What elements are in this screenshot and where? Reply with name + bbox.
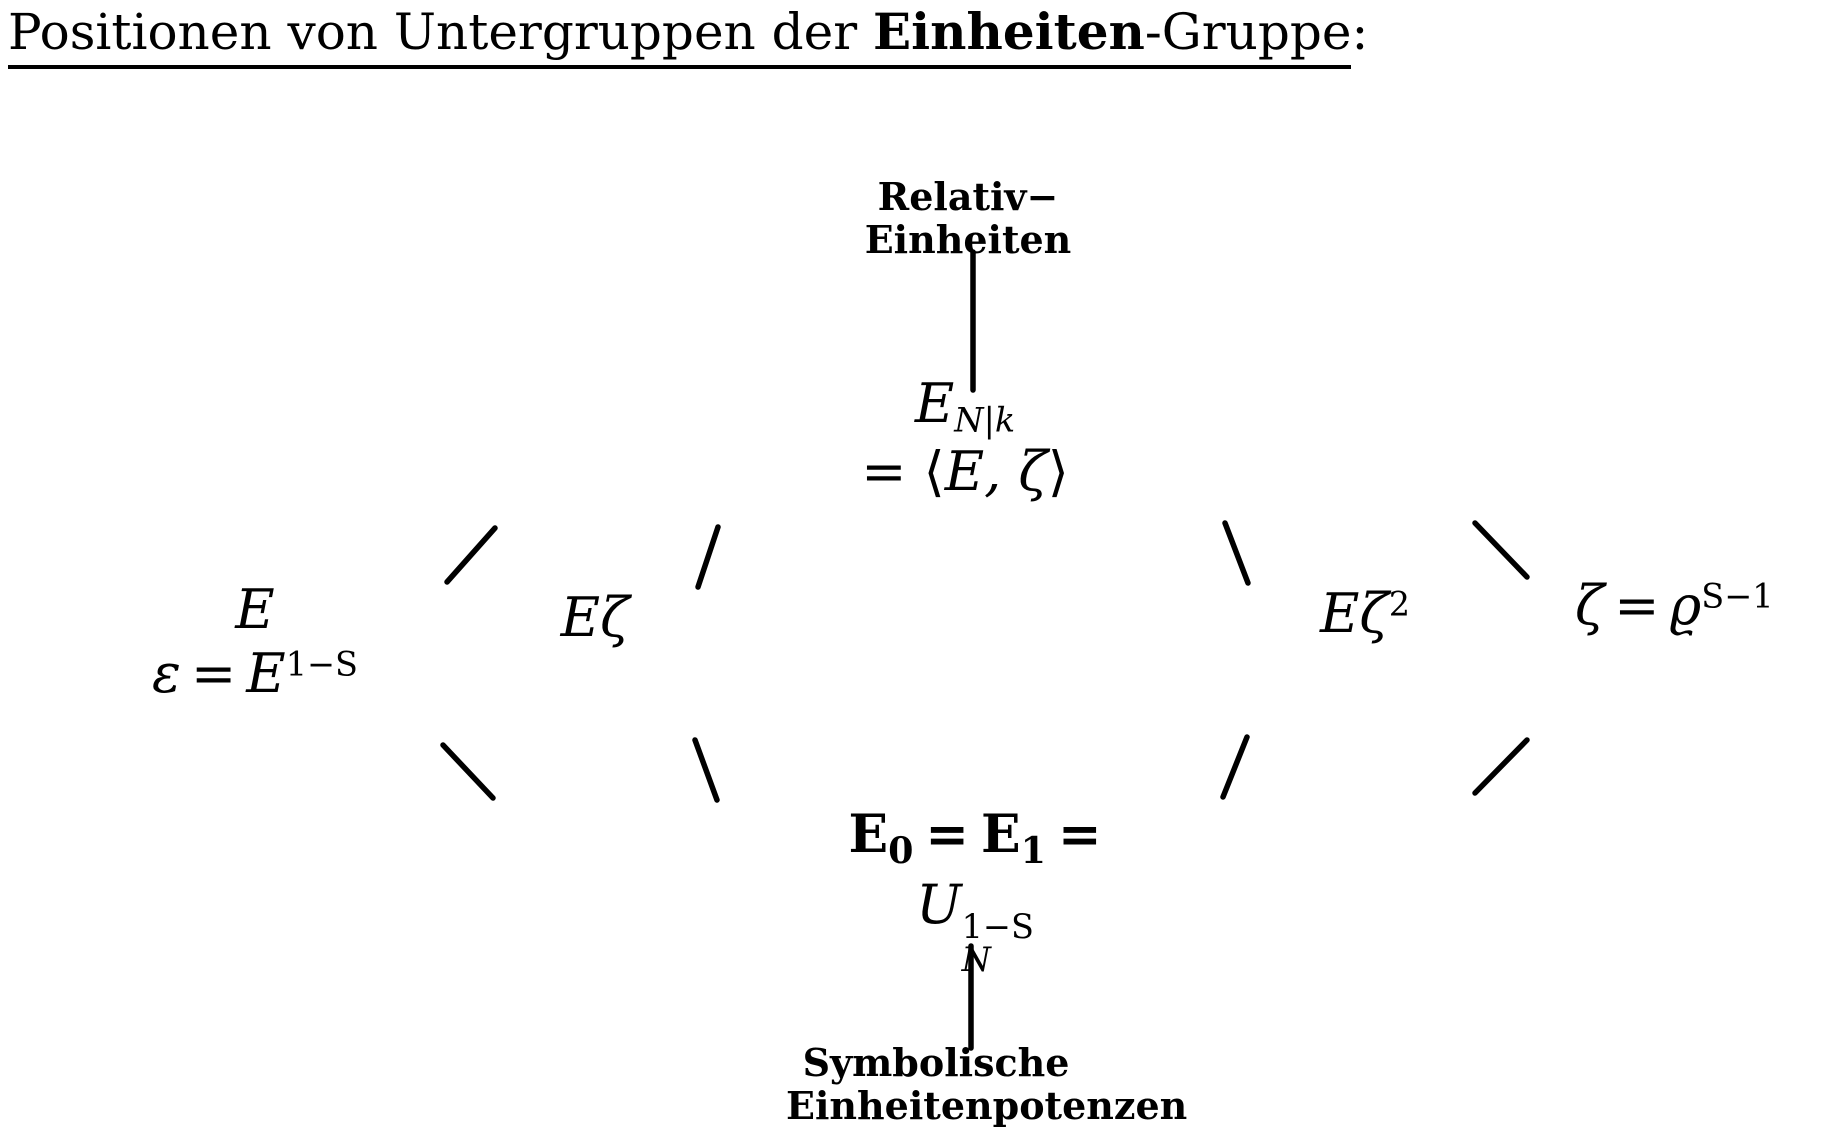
- enk-eq-open: = ⟨: [861, 439, 945, 503]
- un-scripts: [961, 906, 1034, 980]
- edge-line: [698, 527, 718, 587]
- symbolic-label-line2: Einheitenpotenzen: [786, 1082, 1188, 1128]
- symbolic-powers-label: [786, 1040, 1188, 1128]
- symbolic-label-line1: Symbolische: [802, 1040, 1070, 1085]
- e01-eq2: =: [1057, 804, 1102, 865]
- node-unit-group: [95, 578, 415, 705]
- zeta-lhs: ζ: [1575, 574, 1605, 637]
- enk-close: ⟩: [1047, 439, 1069, 503]
- edge-line: [1475, 740, 1527, 793]
- node-symbolic-powers: [795, 804, 1155, 980]
- node-ezeta2: [1270, 582, 1460, 646]
- enk-base: E: [914, 372, 955, 435]
- page-title: [8, 2, 1368, 61]
- e01-eq1: =: [925, 804, 969, 865]
- enk-subscript: N|k: [954, 400, 1016, 440]
- e-base: E: [235, 578, 275, 641]
- e1-subscript: 1: [1020, 828, 1046, 872]
- edge-line: [1225, 523, 1248, 583]
- edge-line: [1223, 737, 1247, 797]
- node-enk-line1: [810, 372, 1120, 440]
- e1-base: E: [981, 804, 1021, 865]
- edge-line: [695, 740, 717, 800]
- edge-line: [447, 528, 495, 582]
- node-enk-line2: [810, 440, 1120, 504]
- title-prefix: Positionen von Untergruppen der: [8, 3, 874, 61]
- zeta-eq: =: [1614, 574, 1660, 637]
- node-e-line1: [95, 578, 415, 642]
- e0-base: E: [848, 804, 889, 865]
- node-ezeta: [520, 586, 670, 650]
- epsilon-lhs: ε: [152, 641, 182, 705]
- edge-line: [443, 745, 493, 798]
- node-un-line2: [795, 872, 1155, 980]
- relative-units-label: [818, 176, 1118, 261]
- un-exponent: 1−S: [961, 906, 1034, 946]
- zeta-base: ϱ: [1669, 574, 1702, 637]
- edge-line: [1475, 523, 1527, 577]
- relative-units-label-line1: Relativ−: [877, 174, 1059, 219]
- enk-generators: E, ζ: [944, 439, 1048, 503]
- un-base: U: [916, 872, 962, 936]
- node-relative-unit-group: [810, 372, 1120, 504]
- title-suffix: -Gruppe: [1144, 3, 1352, 61]
- ezeta2-exponent: 2: [1388, 584, 1410, 624]
- relative-units-label-line2: Einheiten: [864, 216, 1072, 262]
- un-subscript: N: [961, 940, 991, 980]
- epsilon-exponent: 1−S: [285, 643, 358, 683]
- node-e-line2: [95, 642, 415, 706]
- title-underlined-part: [8, 3, 1351, 69]
- epsilon-eq: =: [191, 641, 237, 705]
- zeta-exponent: S−1: [1701, 576, 1774, 616]
- node-e01-line1: [795, 804, 1155, 873]
- epsilon-base: E: [246, 641, 286, 705]
- title-colon: :: [1351, 3, 1369, 61]
- e0-subscript: 0: [888, 828, 914, 872]
- title-bold-word: Einheiten: [873, 2, 1145, 61]
- node-zeta-def: [1575, 574, 1828, 638]
- ezeta-text: Eζ: [560, 586, 630, 649]
- ezeta2-base: Eζ: [1320, 582, 1389, 645]
